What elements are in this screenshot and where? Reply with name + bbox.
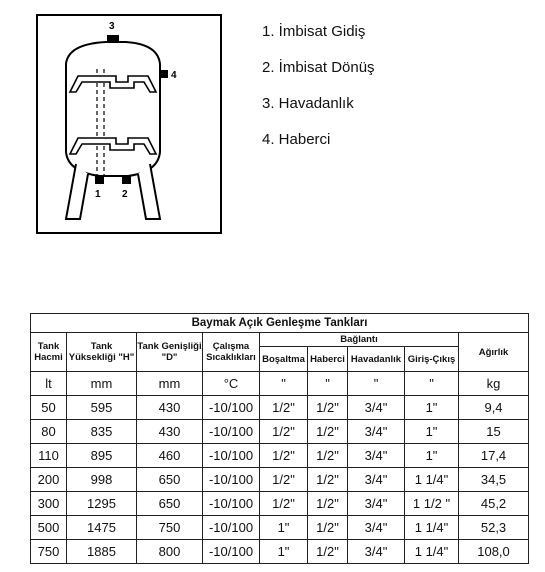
table-cell: 895 bbox=[67, 444, 137, 468]
legend-item-imbisat-gidis: 1. İmbisat Gidiş bbox=[262, 23, 366, 40]
table-cell: 52,3 bbox=[459, 516, 529, 540]
unit-cell: " bbox=[308, 372, 348, 396]
legend-item-haberci: 4. Haberci bbox=[262, 131, 331, 148]
table-cell: -10/100 bbox=[203, 468, 260, 492]
table-cell: 1/2" bbox=[308, 468, 348, 492]
table-row bbox=[31, 516, 529, 540]
table-cell: -10/100 bbox=[203, 444, 260, 468]
table-cell: 1/2" bbox=[308, 492, 348, 516]
table-cell: 1 1/4" bbox=[405, 540, 459, 564]
table-cell: 1/2" bbox=[308, 396, 348, 420]
table-cell: -10/100 bbox=[203, 516, 260, 540]
table-cell: 1/2" bbox=[308, 540, 348, 564]
table-cell: 1/2" bbox=[260, 396, 308, 420]
header-tank-hacmi-line2: Hacmi bbox=[34, 352, 63, 363]
table-cell: 3/4" bbox=[348, 540, 405, 564]
table-cell: 750 bbox=[31, 540, 67, 564]
port-legend bbox=[262, 22, 375, 166]
port-1 bbox=[95, 175, 104, 184]
table-cell: 1" bbox=[405, 396, 459, 420]
unit-cell: mm bbox=[137, 372, 203, 396]
table-cell: 34,5 bbox=[459, 468, 529, 492]
expansion-tank-table bbox=[30, 313, 529, 564]
header-tank-genisligi-line1: Tank Genişliği bbox=[137, 341, 202, 352]
callout-3: 3 bbox=[109, 21, 115, 32]
table-cell: 110 bbox=[31, 444, 67, 468]
table-cell: 1 1/2 " bbox=[405, 492, 459, 516]
table-cell: 17,4 bbox=[459, 444, 529, 468]
header-tank-hacmi bbox=[31, 333, 67, 372]
callout-4: 4 bbox=[171, 70, 177, 81]
table-row bbox=[31, 540, 529, 564]
header-tank-hacmi-line1: Tank bbox=[37, 341, 60, 352]
table-row bbox=[31, 468, 529, 492]
table-cell: 1 1/4" bbox=[405, 468, 459, 492]
table-cell: 1/2" bbox=[260, 444, 308, 468]
table-cell: 3/4" bbox=[348, 396, 405, 420]
tank-leg-left bbox=[66, 164, 88, 219]
header-agirlik: Ağırlık bbox=[459, 333, 529, 372]
table-cell: 998 bbox=[67, 468, 137, 492]
table-cell: 3/4" bbox=[348, 468, 405, 492]
port-4 bbox=[160, 70, 168, 78]
table-cell: 650 bbox=[137, 492, 203, 516]
header-tank-genisligi bbox=[137, 333, 203, 372]
table-cell: 108,0 bbox=[459, 540, 529, 564]
table-cell: -10/100 bbox=[203, 396, 260, 420]
table-cell: 835 bbox=[67, 420, 137, 444]
table-cell: 1295 bbox=[67, 492, 137, 516]
table-row bbox=[31, 492, 529, 516]
table-cell: 3/4" bbox=[348, 420, 405, 444]
unit-cell: mm bbox=[67, 372, 137, 396]
table-cell: 650 bbox=[137, 468, 203, 492]
table-cell: 1/2" bbox=[260, 420, 308, 444]
table-cell: 1/2" bbox=[308, 420, 348, 444]
header-tank-yuksekligi bbox=[67, 333, 137, 372]
table-title: Baymak Açık Genleşme Tankları bbox=[31, 314, 529, 333]
table-cell: 800 bbox=[137, 540, 203, 564]
tank-diagram bbox=[36, 14, 222, 234]
table-cell: 500 bbox=[31, 516, 67, 540]
header-bosaltma: Boşaltma bbox=[260, 347, 308, 372]
table-cell: -10/100 bbox=[203, 492, 260, 516]
table-cell: 1/2" bbox=[260, 468, 308, 492]
table-row bbox=[31, 420, 529, 444]
unit-cell: lt bbox=[31, 372, 67, 396]
unit-cell: " bbox=[260, 372, 308, 396]
table-cell: -10/100 bbox=[203, 420, 260, 444]
table-cell: 45,2 bbox=[459, 492, 529, 516]
units-row bbox=[31, 372, 529, 396]
table-cell: 1475 bbox=[67, 516, 137, 540]
header-havadanlik: Havadanlık bbox=[348, 347, 405, 372]
table-cell: 15 bbox=[459, 420, 529, 444]
port-3 bbox=[107, 35, 119, 43]
tank-body bbox=[66, 42, 160, 176]
table-cell: 430 bbox=[137, 396, 203, 420]
table-cell: 9,4 bbox=[459, 396, 529, 420]
table-cell: 1885 bbox=[67, 540, 137, 564]
table-cell: 300 bbox=[31, 492, 67, 516]
table-cell: 1/2" bbox=[308, 444, 348, 468]
legend-item-havadanlik: 3. Havadanlık bbox=[262, 95, 354, 112]
table-cell: 1" bbox=[260, 540, 308, 564]
table-cell: 1" bbox=[405, 444, 459, 468]
tank-leg-right bbox=[138, 164, 160, 219]
callout-1: 1 bbox=[95, 189, 101, 200]
table-cell: 3/4" bbox=[348, 492, 405, 516]
table-body bbox=[31, 396, 529, 564]
table-cell: 1" bbox=[260, 516, 308, 540]
table-cell: 200 bbox=[31, 468, 67, 492]
table-cell: 750 bbox=[137, 516, 203, 540]
table-cell: 1/2" bbox=[308, 516, 348, 540]
table-cell: 595 bbox=[67, 396, 137, 420]
table-cell: 430 bbox=[137, 420, 203, 444]
unit-cell: " bbox=[405, 372, 459, 396]
table-cell: 1 1/4" bbox=[405, 516, 459, 540]
legend-item-imbisat-donus: 2. İmbisat Dönüş bbox=[262, 59, 375, 76]
port-2 bbox=[122, 175, 131, 184]
unit-cell: °C bbox=[203, 372, 260, 396]
header-calisma-sicakliklari bbox=[203, 333, 260, 372]
table-cell: 1" bbox=[405, 420, 459, 444]
table-cell: 3/4" bbox=[348, 516, 405, 540]
callout-2: 2 bbox=[122, 189, 128, 200]
table-row bbox=[31, 396, 529, 420]
table-cell: 80 bbox=[31, 420, 67, 444]
table-cell: 3/4" bbox=[348, 444, 405, 468]
header-haberci: Haberci bbox=[308, 347, 348, 372]
table-cell: -10/100 bbox=[203, 540, 260, 564]
header-calisma-line1: Çalışma bbox=[212, 341, 250, 352]
header-tank-yuksekligi-line1: Tank bbox=[90, 341, 113, 352]
header-baglanti: Bağlantı bbox=[260, 333, 459, 347]
table-cell: 1/2" bbox=[260, 492, 308, 516]
table-cell: 50 bbox=[31, 396, 67, 420]
header-calisma-line2: Sıcaklıkları bbox=[206, 352, 256, 363]
table-row bbox=[31, 444, 529, 468]
header-tank-yuksekligi-line2: Yüksekliği "H" bbox=[68, 352, 135, 363]
header-tank-genisligi-line2: "D" bbox=[161, 352, 178, 363]
unit-cell: " bbox=[348, 372, 405, 396]
header-giris-cikis: Giriş-Çıkış bbox=[405, 347, 459, 372]
table-cell: 460 bbox=[137, 444, 203, 468]
unit-cell: kg bbox=[459, 372, 529, 396]
